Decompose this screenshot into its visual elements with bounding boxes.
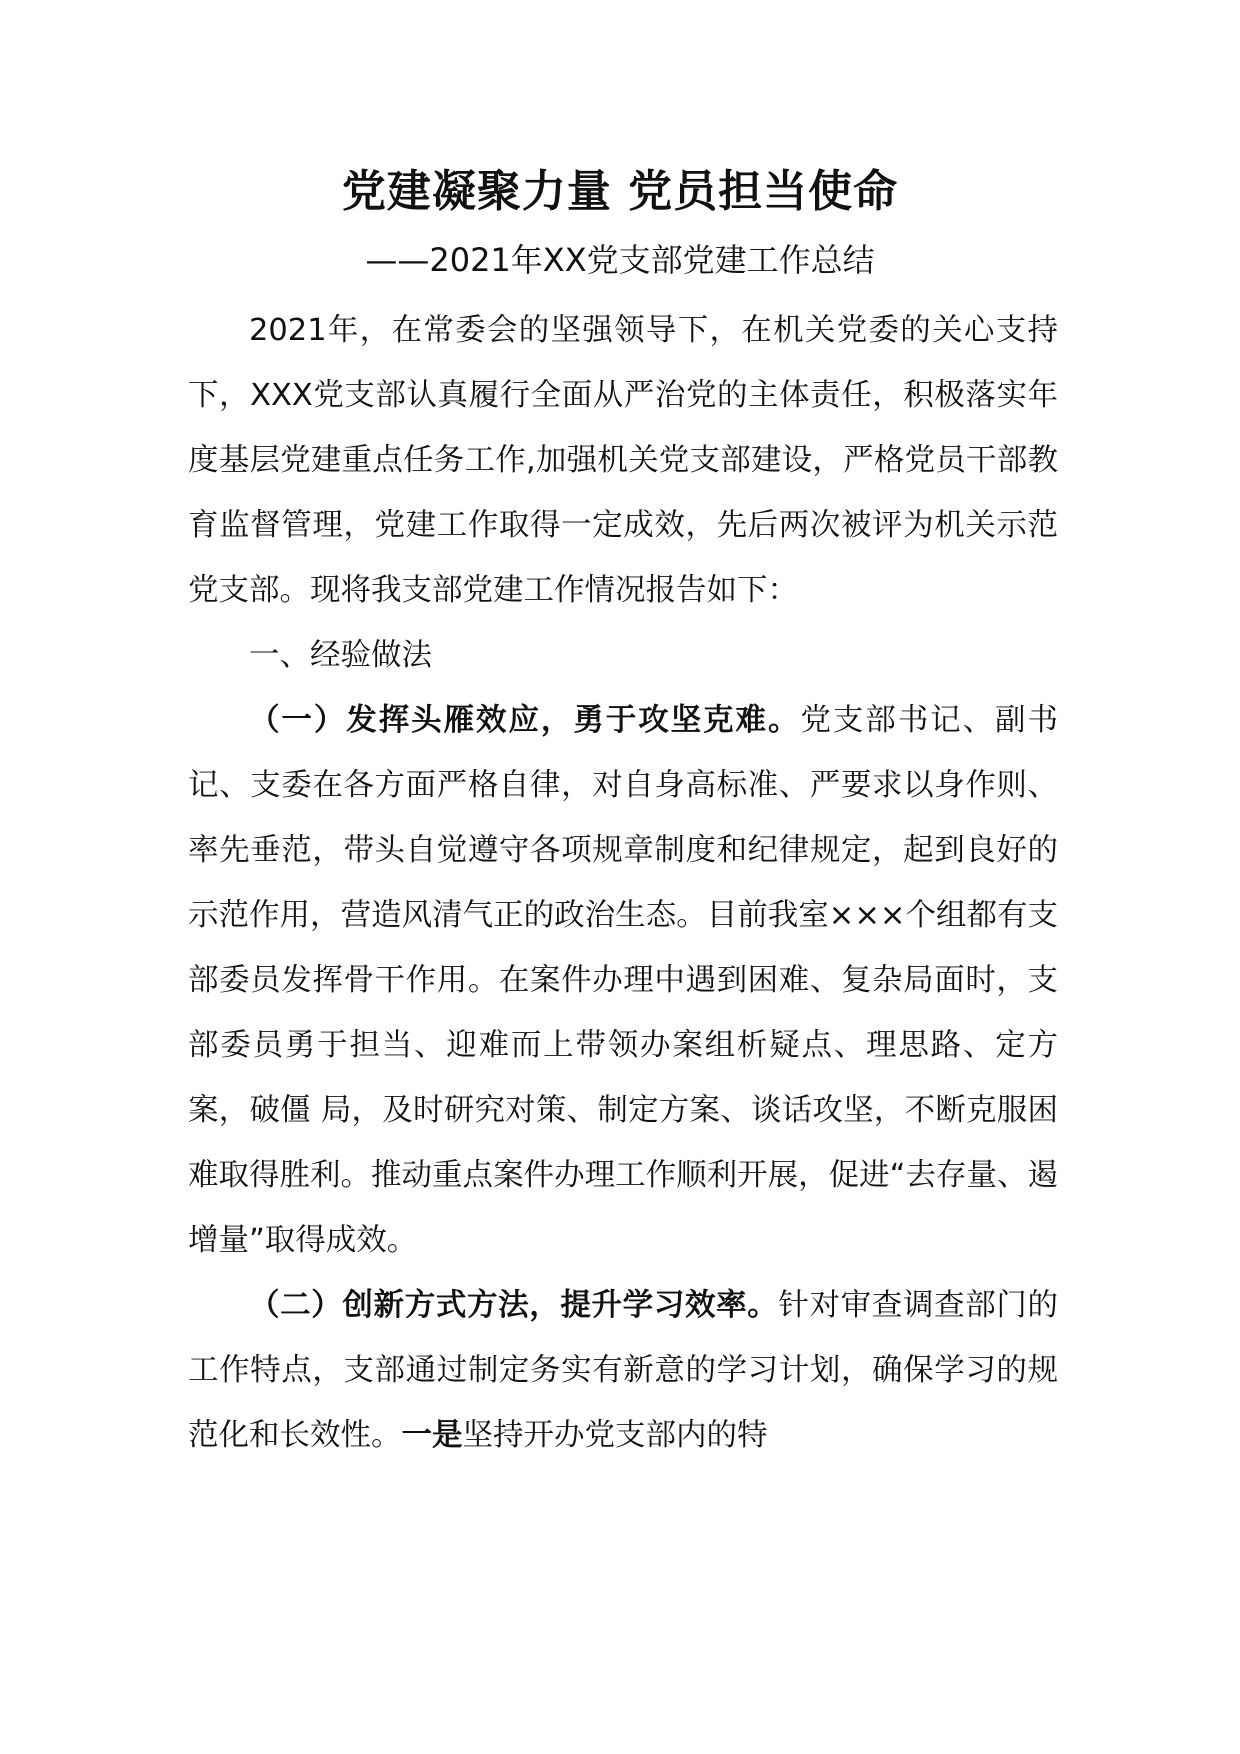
document-title: 党建凝聚力量 党员担当使命 xyxy=(341,166,899,217)
item-2-lead: （二）创新方式方法，提升学习效率。 xyxy=(249,1288,779,1323)
item-1-text: 党支部书记、副书记、支委在各方面严格自律，对自身高标准、严要求以身作则、率先垂范，带头自觉遵守各项规章制度和纪律规定，起到良好的示范作用，营造风清气正的政治生态。目前我室×××个组都有支部委员发挥骨干作用。在案件办理中遇到困难、复杂局面时，支部委员勇于担当、迎难而上带领办案组析疑点、理思路、定方案，破僵 局，及时研究对策、制定方案、谈话攻坚，不断克服困难取得胜利。推动重点案件办理工作顺利开展，促进“去存量、遏增量”取得成效。 xyxy=(188,703,1058,1258)
item-1-paragraph xyxy=(188,688,1058,1273)
document-body xyxy=(188,298,1058,1468)
document-subtitle: ——2021年XX党支部党建工作总结 xyxy=(365,241,875,279)
item-2-text: 针对审查调查部门的工作特点，支部通过制定务实有新意的学习计划，确保学习的规范化和长效性。 xyxy=(188,1288,1059,1453)
section-heading: 一、经验做法 xyxy=(249,638,432,673)
item-2-tail: 坚持开办党支部内的特 xyxy=(462,1418,768,1453)
intro-paragraph: 2021年，在常委会的坚强领导下，在机关党委的关心支持下，XXX党支部认真履行全面从严治党的主体责任，积极落实年度基层党建重点任务工作,加强机关党支部建设，严格党员干部教育监督管理，党建工作取得一定成效，先后两次被评为机关示范党支部。现将我支部党建工作情况报告如下： xyxy=(188,313,1058,608)
item-2-paragraph xyxy=(188,1273,1058,1468)
item-2-emphasis: 一是 xyxy=(401,1418,463,1453)
item-1-lead: （一）发挥头雁效应，勇于攻坚克难。 xyxy=(249,703,801,738)
